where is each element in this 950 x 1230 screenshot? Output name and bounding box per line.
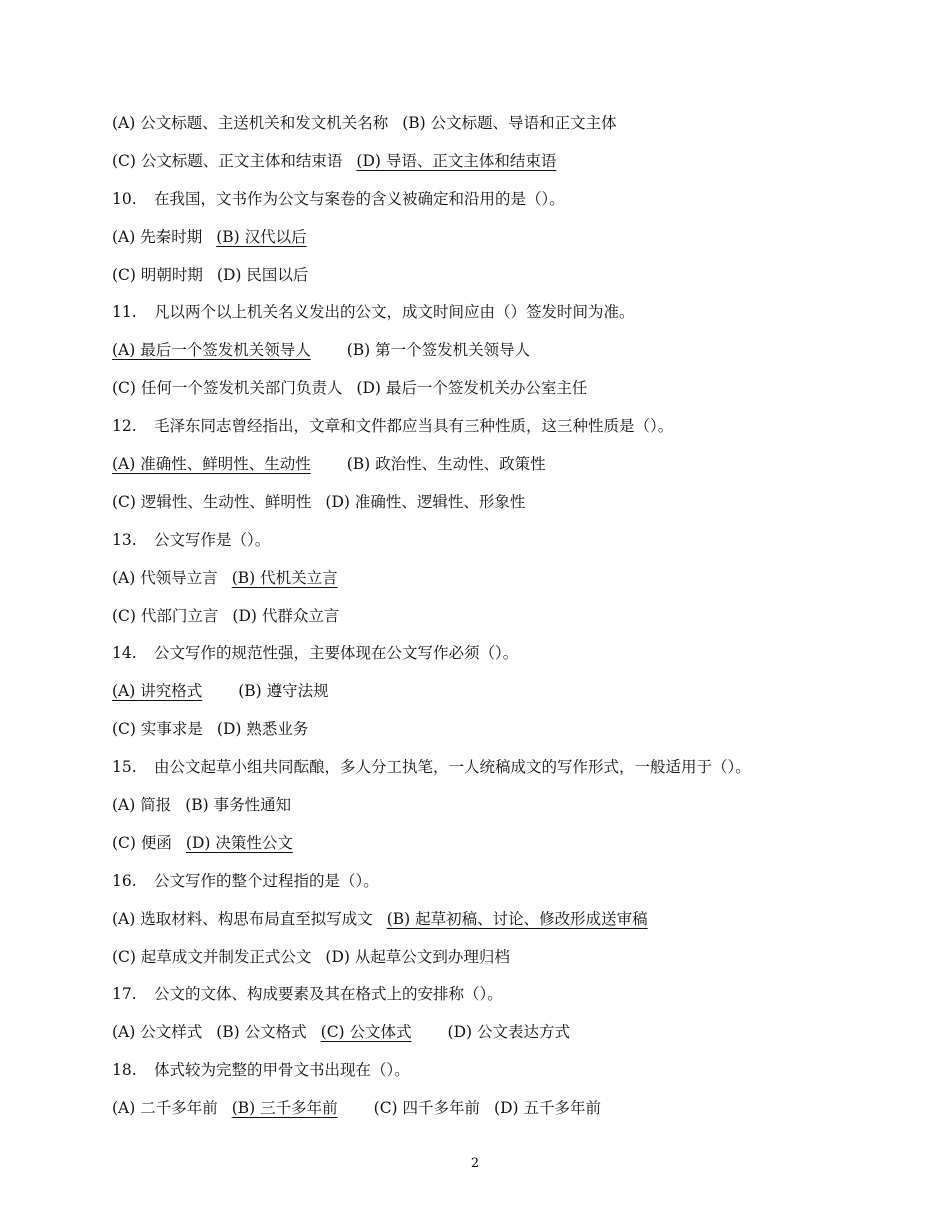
question-stem [112,752,912,790]
answer-option [347,449,546,479]
option-text: (D) 五千多年前 [494,1099,601,1118]
answer-option [325,487,525,517]
option-text: (B) 遵守法规 [238,682,329,701]
question-stem [112,184,912,222]
answer-options-row [112,601,912,639]
option-text: (B) 汉代以后 [216,227,307,246]
option-text: (C) 起草成文并制发正式公文 [112,947,312,966]
option-text: (C) 公文体式 [320,1023,412,1042]
answer-option [347,335,530,365]
answer-options-row [112,373,912,411]
answer-option [325,942,509,972]
answer-option-correct [112,335,333,365]
answer-option [402,108,616,138]
answer-option [112,790,171,820]
option-text: (A) 讲究格式 [112,682,203,701]
option-text: (B) 政治性、生动性、政策性 [346,455,546,474]
option-text: (D) 最后一个签发机关办公室主任 [356,379,588,398]
answer-option-correct [232,563,360,593]
underline-padding [202,676,224,706]
answer-option [112,108,388,138]
answer-option [112,714,203,744]
underline-padding [648,904,670,934]
answer-option [217,260,308,290]
underline-padding [556,146,578,176]
question-number: 11. [112,303,137,322]
question-text: 凡以两个以上机关名义发出的公文，成文时间应由（）签发时间为准。 [154,303,635,322]
question-stem [112,525,912,563]
option-text: (B) 公文标题、导语和正文主体 [402,114,617,132]
answer-option [238,676,328,706]
option-text: (D) 导语、正文主体和结束语 [356,151,557,170]
underline-padding [311,449,333,479]
option-text: (D) 代群众立言 [232,606,340,625]
answer-option [112,563,218,593]
answer-option [216,1017,306,1047]
answer-option [112,487,311,517]
question-text: 公文写作是（）。 [154,530,271,549]
answer-options-row [112,1017,912,1055]
underline-padding [311,335,333,365]
question-text: 毛泽东同志曾经指出，文章和文件都应当具有三种性质，这三种性质是（）。 [154,417,674,436]
option-text: (A) 先秦时期 [112,227,203,246]
question-number: 15. [112,758,137,777]
option-text: (B) 代机关立言 [231,568,338,587]
answer-options-row [112,828,912,866]
option-text: (D) 民国以后 [216,265,309,284]
answer-option-correct [387,904,670,934]
question-text: 公文写作的规范性强，主要体现在公文写作必须（）。 [154,644,519,663]
option-text: (B) 第一个签发机关领导人 [346,341,531,360]
question-stem [112,638,912,676]
answer-option-correct [216,222,328,252]
question-number: 18. [112,1061,137,1080]
answer-option-correct [112,676,224,706]
answer-options-row [112,449,912,487]
answer-options-row [112,146,912,184]
answer-option [356,373,587,403]
answer-options-row [112,904,912,942]
answer-option-correct [232,1093,360,1123]
answer-options-row [112,676,912,714]
question-number: 10. [112,189,137,208]
answer-option [112,1017,202,1047]
question-number: 14. [112,644,137,663]
underline-padding [338,563,360,593]
answer-options-row [112,335,912,373]
question-text: 公文的文体、构成要素及其在格式上的安排称（）。 [154,985,503,1004]
option-text: (C) 明朝时期 [112,265,203,284]
answer-options-row [112,790,912,828]
answer-option [494,1093,601,1123]
option-text: (B) 三千多年前 [231,1099,338,1118]
answer-option [112,146,342,176]
answer-option [112,373,342,403]
answer-options-row [112,260,912,298]
answer-option-correct [112,449,333,479]
answer-option [112,904,373,934]
question-stem [112,979,912,1017]
option-text: (D) 准确性、逻辑性、形象性 [325,492,526,511]
answer-option [217,714,308,744]
page-number: 2 [470,1156,480,1171]
answer-options-row [112,1093,912,1131]
answer-option-correct [321,1017,434,1047]
question-number: 17. [112,985,137,1004]
answer-options-row [112,487,912,525]
option-text: (A) 最后一个签发机关领导人 [112,341,311,360]
option-text: (A) 二千多年前 [112,1099,218,1118]
option-text: (B) 起草初稿、讨论、修改形成送审稿 [386,909,648,928]
answer-options-row [112,563,912,601]
question-stem [112,1055,912,1093]
answer-option-correct [356,146,578,176]
answer-option [185,790,291,820]
answer-options-row [112,222,912,260]
option-text: (C) 实事求是 [112,720,203,739]
option-text: (D) 决策性公文 [185,833,293,852]
answer-option [448,1017,570,1047]
answer-options-row [112,942,912,980]
option-text: (C) 代部门立言 [112,606,219,625]
answer-option [374,1093,480,1123]
option-text: (C) 公文标题、正文主体和结束语 [112,151,343,170]
option-text: (A) 公文标题、主送机关和发文机关名称 [112,114,389,132]
option-text: (A) 简报 [112,796,172,815]
option-text: (A) 代领导立言 [112,568,218,587]
underline-padding [412,1017,434,1047]
option-text: (A) 选取材料、构思布局直至拟写成文 [112,909,373,928]
question-text: 由公文起草小组共同酝酿，多人分工执笔，一人统稿成文的写作形式，一般适用于（）。 [154,758,751,777]
question-list [112,108,912,1131]
option-text: (D) 从起草公文到办理归档 [325,947,510,966]
underline-padding [338,1093,360,1123]
option-text: (A) 准确性、鲜明性、生动性 [112,455,311,474]
option-text: (B) 公文格式 [216,1023,307,1042]
option-text: (D) 公文表达方式 [447,1023,570,1042]
question-text: 公文写作的整个过程指的是（）。 [154,871,379,890]
answer-option [112,942,311,972]
option-text: (A) 公文样式 [112,1023,203,1042]
option-text: (B) 事务性通知 [185,796,292,815]
question-number: 12. [112,417,137,436]
answer-option [112,260,203,290]
question-stem [112,866,912,904]
question-text: 在我国，文书作为公文与案卷的含义被确定和沿用的是（）。 [154,189,565,208]
answer-options-row [112,108,912,146]
option-text: (D) 熟悉业务 [216,720,309,739]
question-stem [112,411,912,449]
option-text: (C) 逻辑性、生动性、鲜明性 [112,492,312,511]
question-number: 13. [112,530,137,549]
question-stem [112,297,912,335]
answer-option [232,601,339,631]
answer-option [112,1093,218,1123]
underline-padding [307,222,329,252]
answer-option-correct [186,828,315,858]
question-text: 体式较为完整的甲骨文书出现在（）。 [154,1061,410,1080]
answer-option [112,222,202,252]
option-text: (C) 任何一个签发机关部门负责人 [112,379,343,398]
answer-option [112,828,172,858]
question-number: 16. [112,871,137,890]
option-text: (C) 四千多年前 [373,1099,481,1118]
underline-padding [293,828,315,858]
answer-option [112,601,218,631]
answer-options-row [112,714,912,752]
option-text: (C) 便函 [112,833,172,852]
